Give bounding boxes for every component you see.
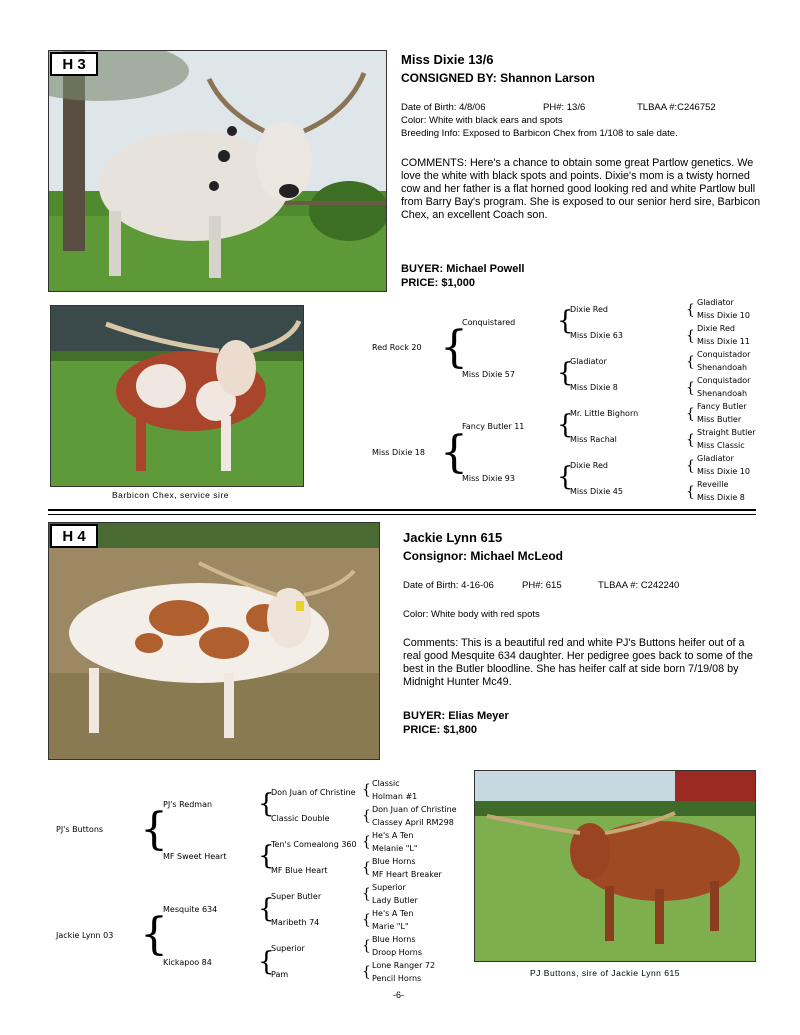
pedigree-g4: Miss Dixie 8: [697, 493, 745, 502]
pedigree-g4: Blue Horns: [372, 857, 416, 866]
pedigree-brace: {: [440, 427, 468, 478]
pedigree-g3: MF Blue Heart: [271, 866, 328, 875]
pedigree-g4: Miss Dixie 10: [697, 467, 750, 476]
pedigree-g2: Kickapoo 84: [163, 958, 212, 967]
pedigree-brace: {: [140, 909, 168, 960]
pedigree-g3: Miss Dixie 63: [570, 331, 623, 340]
price: PRICE: $1,800: [403, 724, 477, 736]
pedigree-g2: Miss Dixie 57: [462, 370, 515, 379]
pedigree-g4: Pencil Horns: [372, 974, 422, 983]
pedigree-g4: Blue Horns: [372, 935, 416, 944]
pedigree-brace: {: [440, 322, 468, 373]
pedigree-g3: Super Butler: [271, 892, 322, 901]
section-divider: [48, 509, 756, 511]
pedigree-brace: {: [557, 306, 574, 336]
pedigree-brace: {: [140, 804, 168, 855]
pedigree-brace: {: [557, 410, 574, 440]
color-info: Color: White with black ears and spots: [401, 115, 563, 126]
pedigree-g3: Maribeth 74: [271, 918, 320, 927]
pedigree-g4: Miss Dixie 10: [697, 311, 750, 320]
pj-buttons-photo: [474, 770, 756, 962]
pedigree-g3: Classic Double: [271, 814, 330, 823]
pedigree-brace: {: [362, 886, 371, 902]
pedigree-brace: {: [362, 912, 371, 928]
pedigree-g2: MF Sweet Heart: [163, 852, 227, 861]
pedigree-g2: Fancy Butler 11: [462, 422, 525, 431]
pedigree-brace: {: [557, 462, 574, 492]
pedigree-brace: {: [258, 789, 275, 819]
pedigree-g4: He's A Ten: [372, 909, 414, 918]
pedigree-g4: Fancy Butler: [697, 402, 747, 411]
pedigree-g4: Miss Butler: [697, 415, 742, 424]
pedigree-brace: {: [686, 432, 695, 448]
pedigree-brace: {: [557, 358, 574, 388]
pedigree-g1: Jackie Lynn 03: [56, 931, 114, 940]
pedigree-brace: {: [362, 782, 371, 798]
color-info: Color: White body with red spots: [403, 609, 540, 620]
date-of-birth: Date of Birth: 4/8/06: [401, 102, 486, 113]
pedigree-g4: Straight Butler: [697, 428, 756, 437]
pedigree-g3: Miss Dixie 8: [570, 383, 618, 392]
pedigree-brace: {: [258, 947, 275, 977]
pedigree-g3: Pam: [271, 970, 289, 979]
pedigree-g4: Gladiator: [697, 298, 734, 307]
pedigree-g4: Melanie "L": [372, 844, 418, 853]
lot-tag-h4: H 4: [50, 524, 98, 548]
pedigree-brace: {: [362, 808, 371, 824]
ph-number: PH#: 13/6: [543, 102, 586, 113]
pedigree-g4: Marie "L": [372, 922, 409, 931]
pedigree-g3: Superior: [271, 944, 305, 953]
pedigree-g1: PJ's Buttons: [56, 825, 104, 834]
pedigree-g2: PJ's Redman: [163, 800, 213, 809]
consignor: Consignor: Michael McLeod: [403, 549, 564, 563]
pedigree-g4: Shenandoah: [697, 363, 748, 372]
pedigree-g4: Miss Classic: [697, 441, 745, 450]
pedigree-brace: {: [686, 406, 695, 422]
pedigree-g1: Red Rock 20: [372, 343, 422, 352]
pedigree-g4: Holman #1: [372, 792, 418, 801]
pedigree-brace: {: [258, 894, 275, 924]
pedigree-brace: {: [686, 302, 695, 318]
pedigree-g4: Conquistador: [697, 376, 751, 385]
barbicon-chex-photo: [50, 305, 304, 487]
pedigree-brace: {: [362, 964, 371, 980]
price: PRICE: $1,000: [401, 277, 475, 289]
pedigree-brace: {: [258, 841, 275, 871]
pedigree-g4: Reveille: [697, 480, 729, 489]
pedigree-g2: Mesquite 634: [163, 905, 218, 914]
pedigree-g4: Lady Butler: [372, 896, 418, 905]
pedigree-g4: Classic: [372, 779, 400, 788]
pedigree-g3: Ten's Comealong 360: [271, 840, 357, 849]
pedigree-g1: Miss Dixie 18: [372, 448, 425, 457]
pedigree-g4: MF Heart Breaker: [372, 870, 442, 879]
pedigree-g4: Superior: [372, 883, 406, 892]
pedigree-g4: Conquistador: [697, 350, 751, 359]
buyer: BUYER: Michael Powell: [401, 263, 525, 275]
miss-dixie-photo: [48, 50, 387, 292]
section-divider: [48, 514, 756, 515]
tlbaa-number: TLBAA #:C246752: [637, 102, 716, 113]
pedigree-g4: Lone Ranger 72: [372, 961, 436, 970]
comments: COMMENTS: Here's a chance to obtain some great Partlow genetics. We love the white with black spots and points. Dixie's mom is a twisty horned cow and her father is a flat horned good looking red and white Partlow bull from Barry Bay's program. She is exposed to our senior herd sire, Barbicon Chex, an excellent Coach son.: [401, 157, 761, 221]
pedigree-brace: {: [686, 328, 695, 344]
pedigree-brace: {: [362, 938, 371, 954]
pedigree-brace: {: [686, 380, 695, 396]
date-of-birth: Date of Birth: 4-16-06: [403, 580, 494, 591]
pedigree-g3: Dixie Red: [570, 461, 609, 470]
pedigree-brace: {: [686, 484, 695, 500]
pedigree-brace: {: [362, 834, 371, 850]
breeding-info: Breeding Info: Exposed to Barbicon Chex from 1/108 to sale date.: [401, 128, 678, 139]
pedigree-g2: Conquistared: [462, 318, 516, 327]
pedigree-g4: Classey April RM298: [372, 818, 454, 827]
pedigree-brace: {: [686, 354, 695, 370]
pedigree-g4: He's A Ten: [372, 831, 414, 840]
pedigree-g3: Gladiator: [570, 357, 607, 366]
pedigree-g4: Shenandoah: [697, 389, 748, 398]
ph-number: PH#: 615: [522, 580, 562, 591]
pedigree-g3: Miss Dixie 45: [570, 487, 623, 496]
pedigree-g4: Gladiator: [697, 454, 734, 463]
pedigree-g4: Dixie Red: [697, 324, 736, 333]
pedigree-g4: Droop Horns: [372, 948, 422, 957]
sire-caption: Barbicon Chex, service sire: [112, 490, 229, 500]
pedigree-g4: Miss Dixie 11: [697, 337, 750, 346]
pedigree-g3: Dixie Red: [570, 305, 609, 314]
lot-tag-h3: H 3: [50, 52, 98, 76]
pedigree-brace: {: [686, 458, 695, 474]
pedigree-g3: Mr. Little Bighorn: [570, 409, 639, 418]
lot-name: Jackie Lynn 615: [403, 530, 503, 545]
consigned-by: CONSIGNED BY: Shannon Larson: [401, 71, 595, 85]
pedigree-g4: Don Juan of Christine: [372, 805, 457, 814]
pedigree-g2: Miss Dixie 93: [462, 474, 515, 483]
tlbaa-number: TLBAA #: C242240: [598, 580, 680, 591]
pedigree-g3: Miss Rachal: [570, 435, 617, 444]
buyer: BUYER: Elias Meyer: [403, 710, 509, 722]
jackie-lynn-photo: [48, 522, 380, 760]
pedigree-g3: Don Juan of Christine: [271, 788, 356, 797]
comments: Comments: This is a beautiful red and white PJ's Buttons heifer out of a real good Mesquite 634 daughter. Her pedigree goes back to some of the best in the Butler bloodline. She has heifer calf at side born 7/19/08 by Midnight Hunter Mc49.: [403, 637, 753, 688]
page-number: -6-: [393, 990, 404, 1000]
sire-caption: PJ Buttons, sire of Jackie Lynn 615: [530, 968, 680, 978]
lot-name: Miss Dixie 13/6: [401, 52, 494, 67]
pedigree-brace: {: [362, 860, 371, 876]
